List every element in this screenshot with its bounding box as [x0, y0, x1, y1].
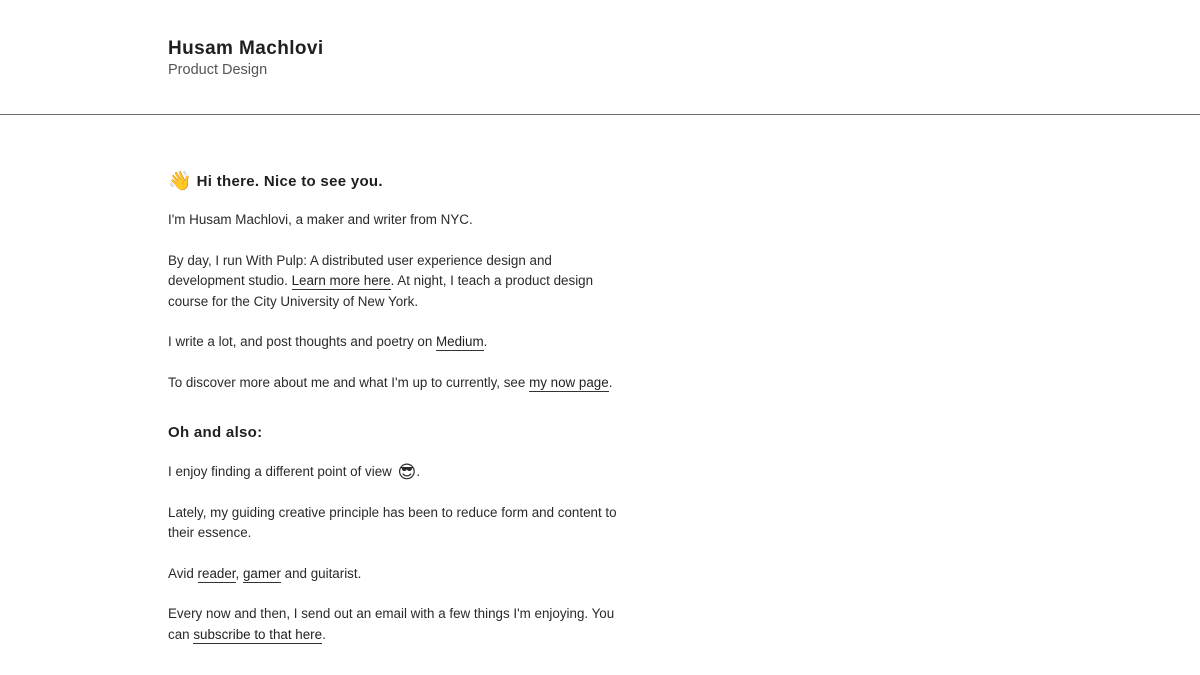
learn-more-link[interactable]: Learn more here [291, 273, 391, 288]
site-name[interactable]: Husam Machlovi [168, 38, 324, 59]
also-heading: Oh and also: [168, 424, 263, 441]
newsletter-paragraph [168, 604, 618, 645]
site-subtitle: Product Design [168, 62, 268, 78]
studio-text-start: By day, I run With Pulp: A distributed user experience design and development studio. [168, 252, 552, 288]
hobbies-paragraph [168, 564, 618, 585]
now-page-link[interactable]: my now page [529, 374, 609, 390]
medium-text-start: I write a lot, and post thoughts and poetry on [168, 334, 436, 349]
studio-paragraph [168, 251, 618, 313]
reader-link[interactable]: reader [197, 565, 236, 581]
greeting-row [168, 168, 618, 194]
intro-paragraph: I'm Husam Machlovi, a maker and writer from NYC. [168, 212, 473, 227]
hobbies-text-end: and guitarist. [280, 565, 362, 581]
medium-paragraph [168, 332, 618, 353]
medium-link[interactable]: Medium [435, 334, 484, 349]
main-content [168, 168, 618, 665]
waving-hand-icon: 👋 [168, 170, 192, 192]
greeting-heading: Hi there. Nice to see you. [196, 172, 383, 190]
point-of-view-paragraph [168, 462, 618, 483]
subscribe-link[interactable]: subscribe to that here [193, 626, 323, 642]
now-paragraph [168, 373, 618, 394]
site-header [0, 0, 1200, 115]
pov-text-end: . [416, 464, 421, 479]
gamer-link[interactable]: gamer [242, 565, 281, 581]
principle-paragraph: Lately, my guiding creative principle has been to reduce form and content to their essence. [168, 504, 617, 540]
studio-text-end: . At night, I teach a product design course for the City University of New York. [168, 273, 594, 309]
hobbies-text-start: Avid [168, 565, 198, 581]
newsletter-text-end: . [322, 626, 326, 642]
now-text-end: . [608, 374, 613, 390]
hobbies-separator: , [235, 565, 243, 581]
newsletter-text-start: Every now and then, I send out an email with a few things I'm enjoying. You can [168, 606, 615, 642]
medium-text-end: . [483, 334, 488, 349]
now-text-start: To discover more about me and what I'm up to currently, see [168, 374, 530, 390]
pov-text: I enjoy finding a different point of view [168, 464, 396, 479]
sunglasses-face-icon: 😎 [397, 462, 417, 483]
